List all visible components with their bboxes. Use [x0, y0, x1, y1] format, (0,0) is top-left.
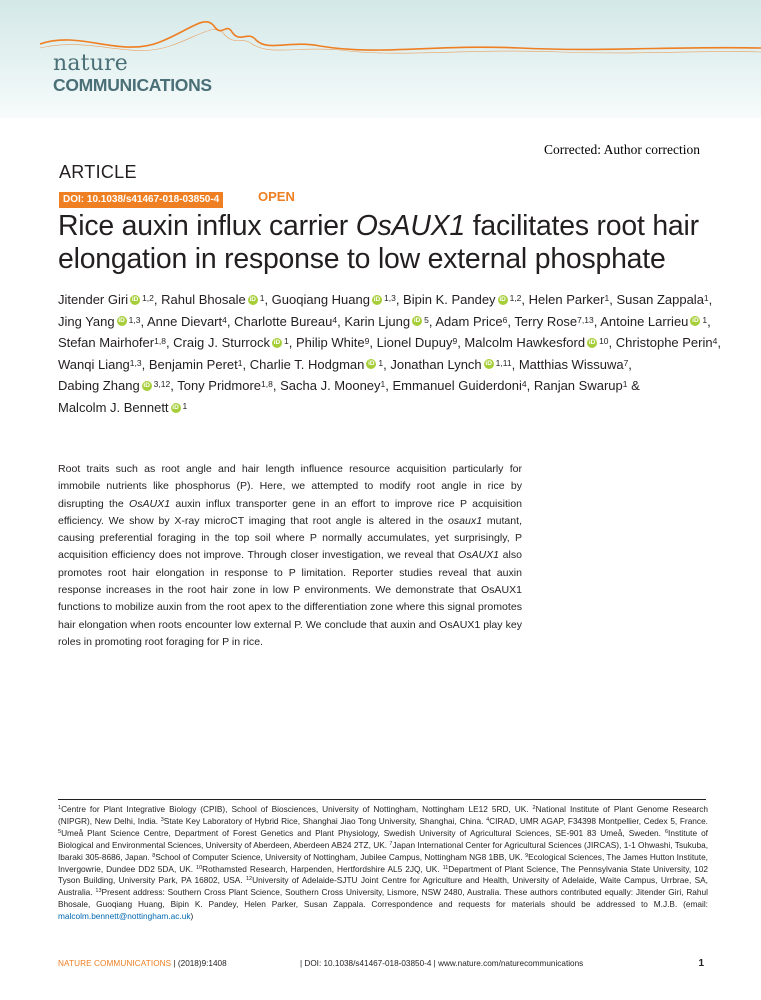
author-name-text: Malcolm Hawkesford — [464, 335, 586, 351]
journal-logo-nature: nature — [53, 51, 129, 76]
author-affiliation-marker: 1 — [702, 314, 708, 325]
article-title — [58, 210, 738, 276]
affiliation-text: Institute of Biological and Environmental Sciences, University of Aberdeen, Aberdeen AB24 2TZ, UK. — [58, 827, 708, 850]
abstract-gene-2: osaux1 — [448, 514, 483, 527]
author-affiliation-marker: 1,3 — [128, 314, 141, 325]
author-name-text: Matthias Wissuwa — [518, 356, 624, 372]
article-type-label: ARTICLE — [59, 162, 137, 182]
author-affiliation-marker: 4 — [712, 336, 718, 347]
orcid-icon[interactable]: iD — [172, 403, 179, 411]
author-affiliation-marker: 4 — [332, 314, 338, 325]
author-name-text: Antoine Larrieu — [600, 313, 689, 329]
affiliation-number: 11 — [442, 864, 449, 871]
email-close-paren: ) — [190, 911, 194, 922]
author-name[interactable] — [250, 357, 383, 372]
orcid-icon[interactable]: iD — [249, 295, 256, 303]
orcid-icon[interactable]: iD — [499, 295, 506, 303]
author-affiliation-marker: 1 — [378, 357, 384, 368]
affiliation-text: School of Computer Science, University of Nottingham, Jubilee Campus, Nottingham NG8 1BB, UK. — [155, 851, 526, 862]
open-access-label: OPEN — [258, 189, 295, 204]
author-name[interactable] — [519, 357, 628, 372]
author-name-text: Lionel Dupuy — [376, 335, 453, 351]
abstract — [58, 461, 522, 651]
affiliation-number: 5 — [58, 828, 62, 835]
abstract-text-3: mutant, causing preferential foraging in the top soil where P normally accumulates, yet surprisingly, P acquisition efficiency does not improve. Through closer investigation, we reveal that — [58, 514, 522, 562]
author-affiliation-marker: 1 — [182, 400, 188, 411]
orcid-icon[interactable]: iD — [413, 317, 421, 325]
page-number: 1 — [698, 958, 704, 969]
affiliation-number: 1 — [58, 805, 62, 811]
author-affiliation-marker: 1 — [259, 293, 265, 303]
author-name[interactable] — [600, 314, 707, 329]
abstract-gene-3: OsAUX1 — [458, 549, 500, 562]
orcid-icon[interactable]: iD — [485, 360, 492, 368]
author-name-text: Wanqi Liang — [58, 356, 130, 372]
author-name-text: Guoqiang Huang — [271, 292, 370, 307]
author-name[interactable] — [58, 400, 187, 415]
author-name[interactable] — [390, 357, 511, 372]
author-name[interactable] — [58, 335, 166, 350]
author-affiliation-marker: 1,8 — [154, 336, 166, 347]
author-name[interactable] — [393, 378, 527, 393]
author-affiliation-marker: 1,8 — [261, 379, 273, 390]
affiliation-text: Present address: Southern Cross Plant Science, Southern Cross University, Lismore, NSW 2480, Australia. — [101, 887, 505, 898]
author-name[interactable] — [147, 314, 227, 329]
affiliation-number: 9 — [525, 852, 529, 859]
affiliation-text: State Key Laboratory of Hybrid Rice, Shanghai Jiao Tong University, Shanghai, China. — [163, 815, 487, 826]
affiliation-text: Japan International Center for Agricultural Sciences (JIRCAS), 1-1 Ohwashi, Tsukuba, Ibaraki 305-8686, Japan. — [58, 839, 708, 862]
correspondence-email-link[interactable]: malcolm.bennett@nottingham.ac.uk — [58, 911, 191, 922]
author-affiliation-marker: 7,13 — [577, 314, 594, 325]
author-name-text: Philip White — [295, 335, 365, 351]
author-name-text: Helen Parker — [528, 292, 605, 307]
author-name-text: Terry Rose — [514, 313, 578, 329]
author-affiliation-marker: 10 — [599, 336, 609, 347]
author-affiliation-marker: 1 — [283, 336, 289, 347]
author-name-text: Susan Zappala — [616, 292, 704, 307]
author-name-text: Dabing Zhang — [58, 378, 140, 394]
author-affiliation-marker: 7 — [623, 357, 629, 368]
author-name[interactable] — [173, 335, 289, 350]
abstract-text-4: also promotes root hair elongation in response to P limitation. Reporter studies reveal that auxin response increases in the root hair zone in low P environments. We demonstrate that OsAUX1 functions to mobilize auxin from the root apex to the differentiation zone where this signal promotes hair elongation when roots encounter low external P. We conclude that auxin and OsAUX1 play key roles in promoting root foraging for P in rice. — [58, 549, 522, 648]
orcid-icon[interactable]: iD — [368, 360, 375, 368]
author-affiliation-marker: 1 — [380, 379, 386, 390]
author-name[interactable] — [58, 314, 140, 329]
author-affiliation-marker: 1,2 — [142, 293, 154, 303]
author-affiliation-marker: 1,3 — [129, 357, 142, 368]
author-name[interactable] — [435, 314, 507, 329]
author-name-text: Charlotte Bureau — [234, 313, 333, 329]
author-name[interactable] — [234, 314, 337, 329]
affiliations — [58, 804, 708, 923]
affiliation-number: 4 — [486, 816, 490, 823]
author-affiliation-marker: 9 — [364, 336, 370, 347]
author-affiliation-marker: 1 — [703, 293, 709, 303]
author-affiliation-marker: 1,3 — [383, 293, 396, 303]
equal-contribution-note: These authors contributed equally: Jitender Giri, Rahul Bhosale, Guoqiang Huang, Bipin K. Pandey, Helen Parker, Susan Zappala. Correspondence and requests for materials should be addressed to M.J.B. (email: — [58, 887, 708, 910]
affiliation-text: Rothamsted Research, Harpenden, Hertfordshire AL5 2JQ, UK. — [202, 863, 443, 874]
affiliation-text: National Institute of Plant Genome Research (NIPGR), New Delhi, India. — [58, 804, 709, 826]
affiliation-text: Department of Plant Science, The Pennsylvania State University, 102 Tyson Building, University Park, PA 16802, USA. — [58, 863, 708, 886]
author-name-text: Craig J. Sturrock — [173, 335, 270, 351]
footer-doi-website[interactable]: | DOI: 10.1038/s41467-018-03850-4 | www.nature.com/naturecommunications — [300, 959, 584, 968]
author-name-text: Stefan Mairhofer — [58, 335, 155, 351]
title-part-2: facilitates root hair elongation in response to low external phosphate — [58, 210, 699, 275]
author-name[interactable] — [464, 335, 608, 350]
author-name[interactable] — [280, 378, 385, 393]
author-affiliation-marker: 5 — [424, 314, 429, 325]
affiliation-number: 8 — [152, 852, 156, 859]
author-name-text: Charlie T. Hodgman — [249, 356, 365, 372]
author-affiliation-marker: 1 — [622, 379, 628, 390]
author-name-text: Jing Yang — [58, 313, 115, 329]
affiliation-text: Umeå Plant Science Centre, Department of Forest Genetics and Plant Physiology, Swedish University of Agricultural Sciences, SE-901 83 Umeå, Sweden. — [61, 827, 665, 838]
affiliation-number: 3 — [160, 816, 164, 823]
author-name-text: Sacha J. Mooney — [280, 378, 381, 394]
orcid-icon[interactable]: iD — [131, 295, 139, 303]
author-affiliation-marker: 4 — [222, 314, 227, 325]
author-name-text: Malcolm J. Bennett — [58, 399, 169, 415]
footer-journal-name: NATURE COMMUNICATIONS — [58, 959, 172, 968]
abstract-gene-1: OsAUX1 — [129, 497, 171, 510]
orcid-icon[interactable]: iD — [588, 338, 596, 346]
author-name[interactable] — [534, 378, 628, 393]
author-name[interactable] — [58, 292, 154, 307]
author-affiliation-marker: 3,12 — [153, 379, 171, 390]
author-name[interactable] — [296, 335, 369, 350]
title-part-1: Rice auxin influx carrier — [58, 210, 356, 242]
author-affiliation-marker: 1 — [237, 357, 243, 368]
author-name[interactable] — [403, 292, 521, 307]
page-footer — [58, 959, 708, 968]
author-name-text: Jitender Giri — [58, 292, 129, 307]
affiliation-text: Ecological Sciences, The James Hutton Institute, Invergowrie, Dundee DD2 5DA, UK. — [58, 851, 708, 874]
author-name-text: Rahul Bhosale — [161, 292, 246, 307]
author-affiliation-marker: 1,11 — [495, 357, 512, 368]
author-name[interactable] — [161, 292, 264, 307]
orcid-icon[interactable]: iD — [273, 338, 281, 346]
author-affiliation-marker: 9 — [452, 336, 458, 347]
affiliation-number: 6 — [664, 828, 669, 835]
affiliation-text: CIRAD, UMR AGAP, F34398 Montpellier, Cedex 5, France. — [489, 815, 708, 826]
doi-badge[interactable]: DOI: 10.1038/s41467-018-03850-4 — [59, 192, 223, 208]
author-name[interactable] — [149, 357, 243, 372]
author-name-text: Tony Pridmore — [177, 378, 262, 394]
orcid-icon[interactable]: iD — [692, 317, 699, 325]
author-affiliation-marker: 4 — [521, 379, 527, 390]
orcid-icon[interactable]: iD — [118, 317, 125, 325]
author-name-text: Jonathan Lynch — [390, 356, 482, 372]
author-affiliation-marker: 1 — [604, 293, 610, 303]
author-affiliation-marker: 1,2 — [509, 293, 522, 303]
correction-notice[interactable]: Corrected: Author correction — [544, 142, 700, 157]
affiliations-divider — [58, 799, 706, 800]
affiliation-number: 12 — [246, 876, 253, 883]
abstract-text-1: Root traits such as root angle and hair length influence resource acquisition particularly for immobile nutrients like phosphorus (P). Here, we attempted to modify root angle in rice by disrupting the — [58, 463, 522, 510]
author-name[interactable] — [58, 378, 170, 393]
author-name-text: Bipin K. Pandey — [403, 292, 496, 307]
author-name[interactable] — [272, 292, 396, 307]
footer-citation: | (2018)9:1408 — [173, 959, 227, 968]
author-name[interactable] — [514, 314, 593, 329]
affiliation-number: 7 — [389, 840, 393, 847]
abstract-text-2: auxin influx transporter gene in an effort to improve rice P acquisition efficiency. We show by X-ray microCT imaging that root angle is altered in the — [58, 497, 522, 527]
author-name[interactable] — [616, 335, 718, 350]
journal-logo-communications: COMMUNICATIONS — [53, 75, 212, 95]
affiliation-list — [58, 804, 708, 897]
author-name[interactable] — [616, 292, 708, 307]
author-name-text: Anne Dievart — [146, 313, 223, 329]
affiliation-text: Centre for Plant Integrative Biology (CPIB), School of Biosciences, University of Nottingham, Nottingham LE12 5RD, UK. — [61, 804, 533, 814]
author-name[interactable] — [58, 357, 142, 372]
title-gene-name: OsAUX1 — [355, 210, 465, 242]
affiliation-number: 10 — [196, 864, 203, 871]
orcid-icon[interactable]: iD — [373, 295, 381, 303]
author-name-text: Benjamin Peret — [148, 356, 238, 372]
affiliation-text: University of Adelaide-SJTU Joint Centre for Agriculture and Health, University of Adelaide, Waite Campus, Urrbrae, SA, Australia. — [58, 875, 708, 898]
orcid-icon[interactable]: iD — [143, 381, 150, 389]
author-affiliation-marker: 6 — [502, 314, 508, 325]
author-list: Jitender Giri iD $^{1,2}$, Rahul Bhosale iD $^1$, Guoqiang Huang iD $^{1,3}$, Bipin K. Pandey iD $^{1,2}$, Helen Parker$^1$, Susan Zappala$^1$, Jing Yang iD $^{1,3}$, Anne Dievart$^4$, Charlotte Bureau$^4$, Karin Ljung iD $^5$, Adam Price$^6$, Terry Rose$^{7,13}$, Antoine Larrieu iD $^1$, Stefan Mairhofer$^{1,8}$, Craig J. Sturrock iD $^1$, Philip White$^9$, Lionel Dupuy$^9$, Malcolm Hawkesford iD $^{10}$, Christophe Perin$^4$, Wanqi Liang$^{1,3}$, Benjamin Peret$^1$, Charlie T. Hodgman iD $^1$, Jonathan Lynch iD $^{1,11}$, Matthias Wissuwa$^7$, Dabing Zhang iD $^{3,12}$, Tony Pridmore$^{1,8}$, Sacha J. Mooney$^1$, Emmanuel Guiderdoni$^4$, Ranjan Swarup$^1$ & Malcolm J. Bennett iD $^1$ — [58, 292, 721, 415]
author-name[interactable] — [344, 314, 429, 329]
author-name-text: Christophe Perin — [615, 335, 713, 351]
author-name-text: Karin Ljung — [344, 313, 411, 329]
affiliation-number: 13 — [95, 888, 102, 895]
author-name-text: Adam Price — [435, 313, 503, 329]
author-name-text: Emmanuel Guiderdoni — [392, 378, 522, 394]
affiliation-number: 2 — [532, 805, 536, 811]
author-name-text: Ranjan Swarup — [533, 378, 623, 394]
author-name[interactable] — [529, 292, 610, 307]
author-name[interactable] — [377, 335, 458, 350]
author-name[interactable] — [177, 378, 273, 393]
